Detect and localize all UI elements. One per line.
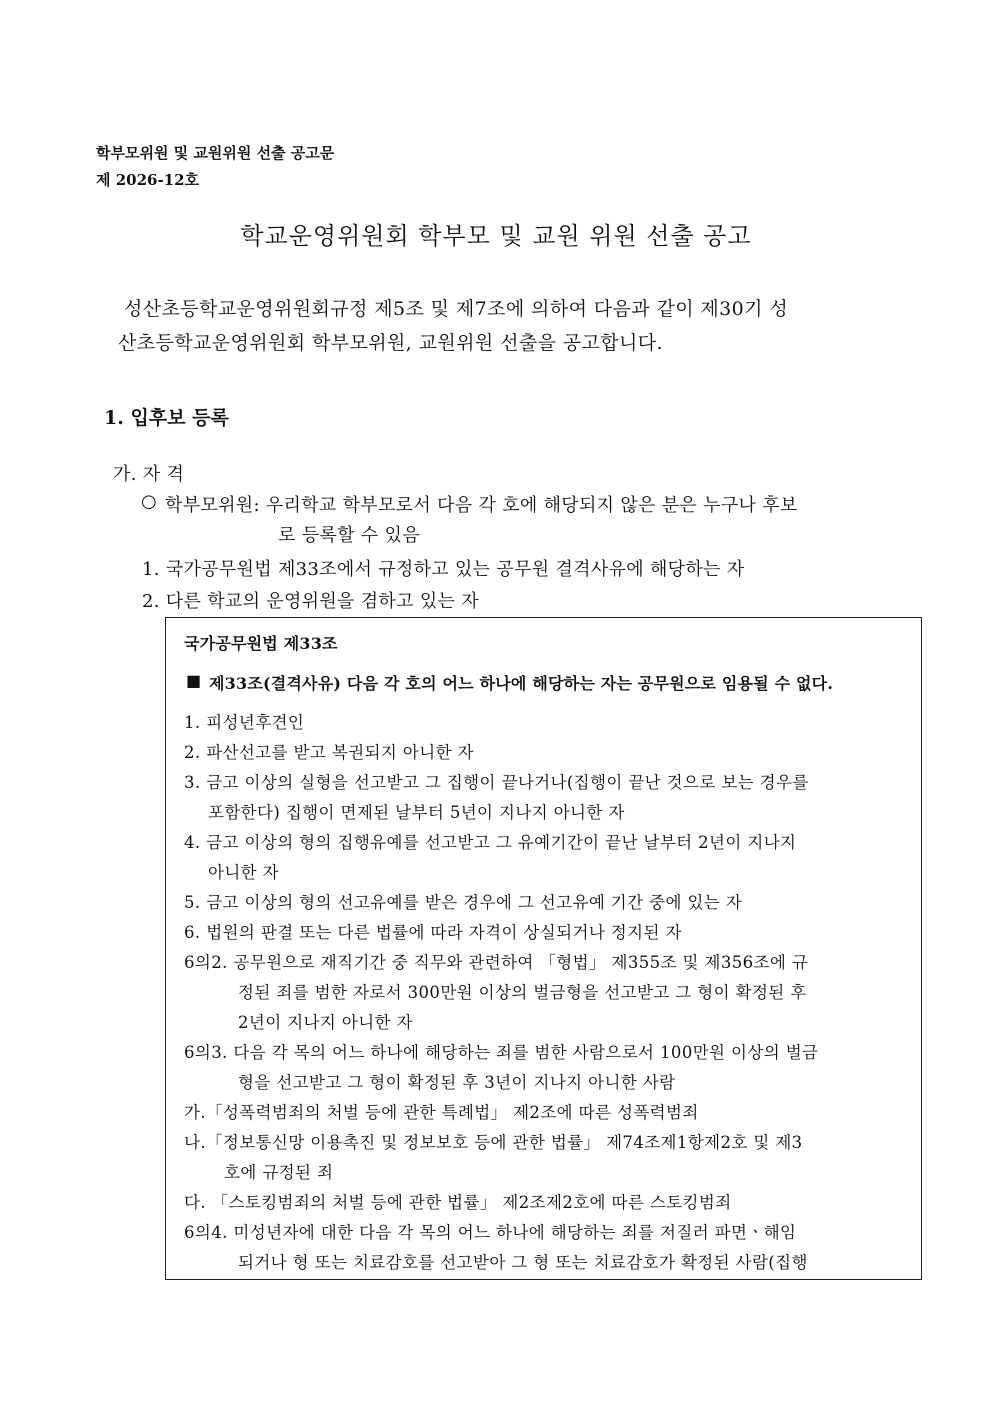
- law-clause-line: 2. 파산선고를 받고 복권되지 아니한 자: [184, 743, 474, 762]
- section-heading: 1. 입후보 등록: [104, 407, 229, 429]
- law-clause-line: 6의3. 다음 각 목의 어느 하나에 해당하는 죄를 범한 사람으로서 100만원 이상의 벌금: [184, 1043, 819, 1062]
- law-clause-line: 호에 규정된 죄: [224, 1163, 334, 1182]
- notice-type: 학부모위원 및 교원위원 선출 공고문: [96, 144, 335, 162]
- circle-bullet-icon: ○: [141, 491, 158, 512]
- law-clause-line: 6. 법원의 판결 또는 다른 법률에 따라 자격이 상실되거나 정지된 자: [184, 923, 682, 942]
- law-clause-line: 정된 죄를 범한 자로서 300만원 이상의 벌금형을 선고받고 그 형이 확정된 후: [238, 983, 807, 1002]
- disqualification-item-1: 1. 국가공무원법 제33조에서 규정하고 있는 공무원 결격사유에 해당하는 자: [142, 559, 745, 580]
- law-clause-line: 2년이 지나지 아니한 자: [238, 1013, 413, 1032]
- law-clause-line: 다. 「스토킹범죄의 처벌 등에 관한 법률」 제2조제2호에 따른 스토킹범죄: [184, 1193, 732, 1212]
- law-clause-line: 아니한 자: [208, 863, 280, 882]
- law-clause-line: 1. 피성년후견인: [184, 713, 305, 732]
- page-title: 학교운영위원회 학부모 및 교원 위원 선출 공고: [240, 222, 752, 250]
- law-clause-line: 가.「성폭력범죄의 처벌 등에 관한 특례법」 제2조에 따른 성폭력범죄: [184, 1103, 699, 1122]
- law-clause-line: 형을 선고받고 그 형이 확정된 후 3년이 지나지 아니한 사람: [238, 1073, 676, 1092]
- disqualification-item-2: 2. 다른 학교의 운영위원을 겸하고 있는 자: [142, 591, 479, 612]
- notice-number: 제 2026-12호: [96, 171, 200, 189]
- law-clause-line: 포함한다) 집행이 면제된 날부터 5년이 지나지 아니한 자: [208, 803, 625, 822]
- parent-qualification-line-2: 로 등록할 수 있음: [278, 525, 420, 546]
- law-clause-line: 되거나 형 또는 치료감호를 선고받아 그 형 또는 치료감호가 확정된 사람(집행: [238, 1253, 808, 1272]
- law-box-title: 국가공무원법 제33조: [184, 634, 338, 653]
- law-clause-line: 5. 금고 이상의 형의 선고유예를 받은 경우에 그 선고유예 기간 중에 있는 자: [184, 893, 743, 912]
- law-excerpt-box: [165, 617, 922, 1280]
- law-clause-line: 6의2. 공무원으로 재직기간 중 직무와 관련하여 「형법」 제355조 및 제356조에 규: [184, 953, 809, 972]
- subsection-qualification: 가. 자 격: [113, 464, 185, 485]
- intro-line-1: 성산초등학교운영위원회규정 제5조 및 제7조에 의하여 다음과 같이 제30기 성: [124, 298, 789, 320]
- intro-line-2: 산초등학교운영위원회 학부모위원, 교원위원 선출을 공고합니다.: [118, 332, 663, 354]
- law-clause-line: 4. 금고 이상의 형의 집행유예를 선고받고 그 유예기간이 끝난 날부터 2년이 지나지: [184, 833, 797, 852]
- parent-qualification-line-1: 학부모위원: 우리학교 학부모로서 다음 각 호에 해당되지 않은 분은 누구나 후보: [165, 495, 798, 516]
- square-bullet-icon: ■: [186, 671, 202, 690]
- law-clause-line: 3. 금고 이상의 실형을 선고받고 그 집행이 끝나거나(집행이 끝난 것으로 보는 경우를: [184, 773, 809, 792]
- law-clause-line: 6의4. 미성년자에 대한 다음 각 목의 어느 하나에 해당하는 죄를 저질러 파면ㆍ해임: [184, 1223, 797, 1242]
- law-clause-line: 나.「정보통신망 이용촉진 및 정보보호 등에 관한 법률」 제74조제1항제2호 및 제3: [184, 1133, 803, 1152]
- law-article-heading: 제33조(결격사유) 다음 각 호의 어느 하나에 해당하는 자는 공무원으로 임용될 수 없다.: [209, 674, 834, 693]
